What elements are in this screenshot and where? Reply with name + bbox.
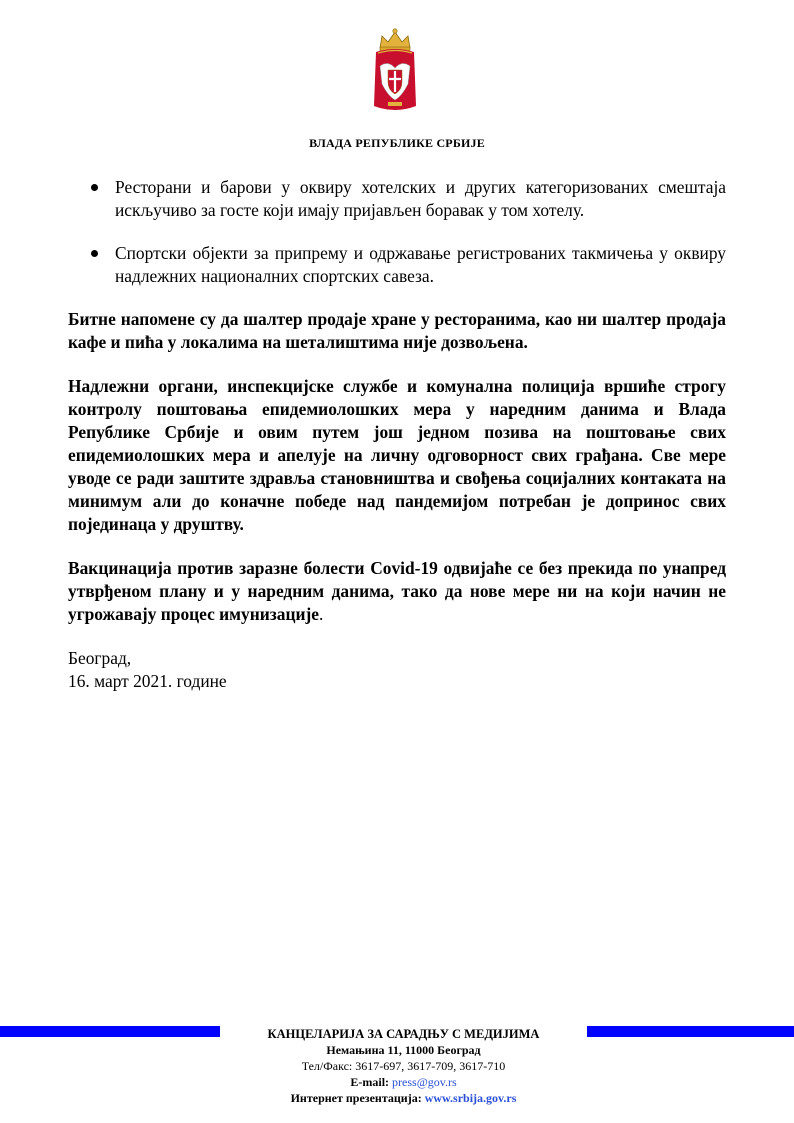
footer-email-link[interactable]: press@gov.rs (392, 1075, 457, 1089)
bullet-text: Ресторани и барови у оквиру хотелских и других категоризованих смештаја искључиво за госте који имају пријављен боравак у том хотелу. (115, 177, 726, 220)
document-body (68, 176, 726, 693)
footer-web-label: Интернет презентација: (290, 1091, 425, 1105)
paragraph: Надлежни органи, инспекцијске службе и комунална полиција вршиће строгу контролу поштовања епидемиолошких мера у наредним данима и Влада Републике Србије и овим путем још једном позива на поштовање свих епидемиолошких мера и апелује на личну одговорност свих грађана. Све мере уводе се ради заштите здравља становништва и свођења социјалних контаката на минимум али до коначне победе над пандемијом потребан је допринос свих појединаца у друштву. (68, 376, 726, 534)
paragraph-text: Вакцинација против заразне болести Covid-19 одвијаће се без прекида по унапред утврђеном плану и у наредним данима, тако да нове мере ни на који начин не угрожавају процес имунизације (68, 558, 726, 624)
bullet-text: Спортски објекти за припрему и одржавање регистрованих такмичења у оквиру надлежних националних спортских савеза. (115, 243, 726, 286)
footer-accent-bar-right (587, 1026, 794, 1037)
footer-address: Немањина 11, 11000 Београд (326, 1043, 481, 1057)
place: Београд, (68, 648, 132, 668)
government-title: ВЛАДА РЕПУБЛИКЕ СРБИЈЕ (309, 136, 485, 150)
footer-accent-bar-left (0, 1026, 220, 1037)
bullet-icon (91, 184, 98, 191)
list-item (68, 242, 726, 288)
date: 16. март 2021. године (68, 671, 227, 691)
footer-phone: 3617-697, 3617-709, 3617-710 (355, 1059, 506, 1073)
footer-email-line (220, 1074, 587, 1090)
footer-phone-label: Тел/Факс: (301, 1059, 356, 1073)
bullet-icon (91, 250, 98, 257)
footer-email-label: E-mail: (350, 1075, 393, 1089)
paragraph (68, 557, 726, 626)
paragraph-end-dot: . (319, 604, 324, 624)
footer-web-line (220, 1090, 587, 1106)
list-item (68, 176, 726, 222)
footer-phone-line (220, 1058, 587, 1074)
footer-web-link[interactable]: www.srbija.gov.rs (424, 1091, 517, 1105)
bullet-list (68, 176, 726, 288)
serbia-coat-of-arms-icon (370, 26, 420, 114)
paragraph: Битне напомене су да шалтер продаје хране у ресторанима, као ни шалтер продаја кафе и пића у локалима на шеталиштима није дозвољена. (68, 309, 726, 352)
footer (220, 1026, 587, 1106)
footer-office: КАНЦЕЛАРИЈА ЗА САРАДЊУ С МЕДИЈИМА (267, 1027, 540, 1041)
